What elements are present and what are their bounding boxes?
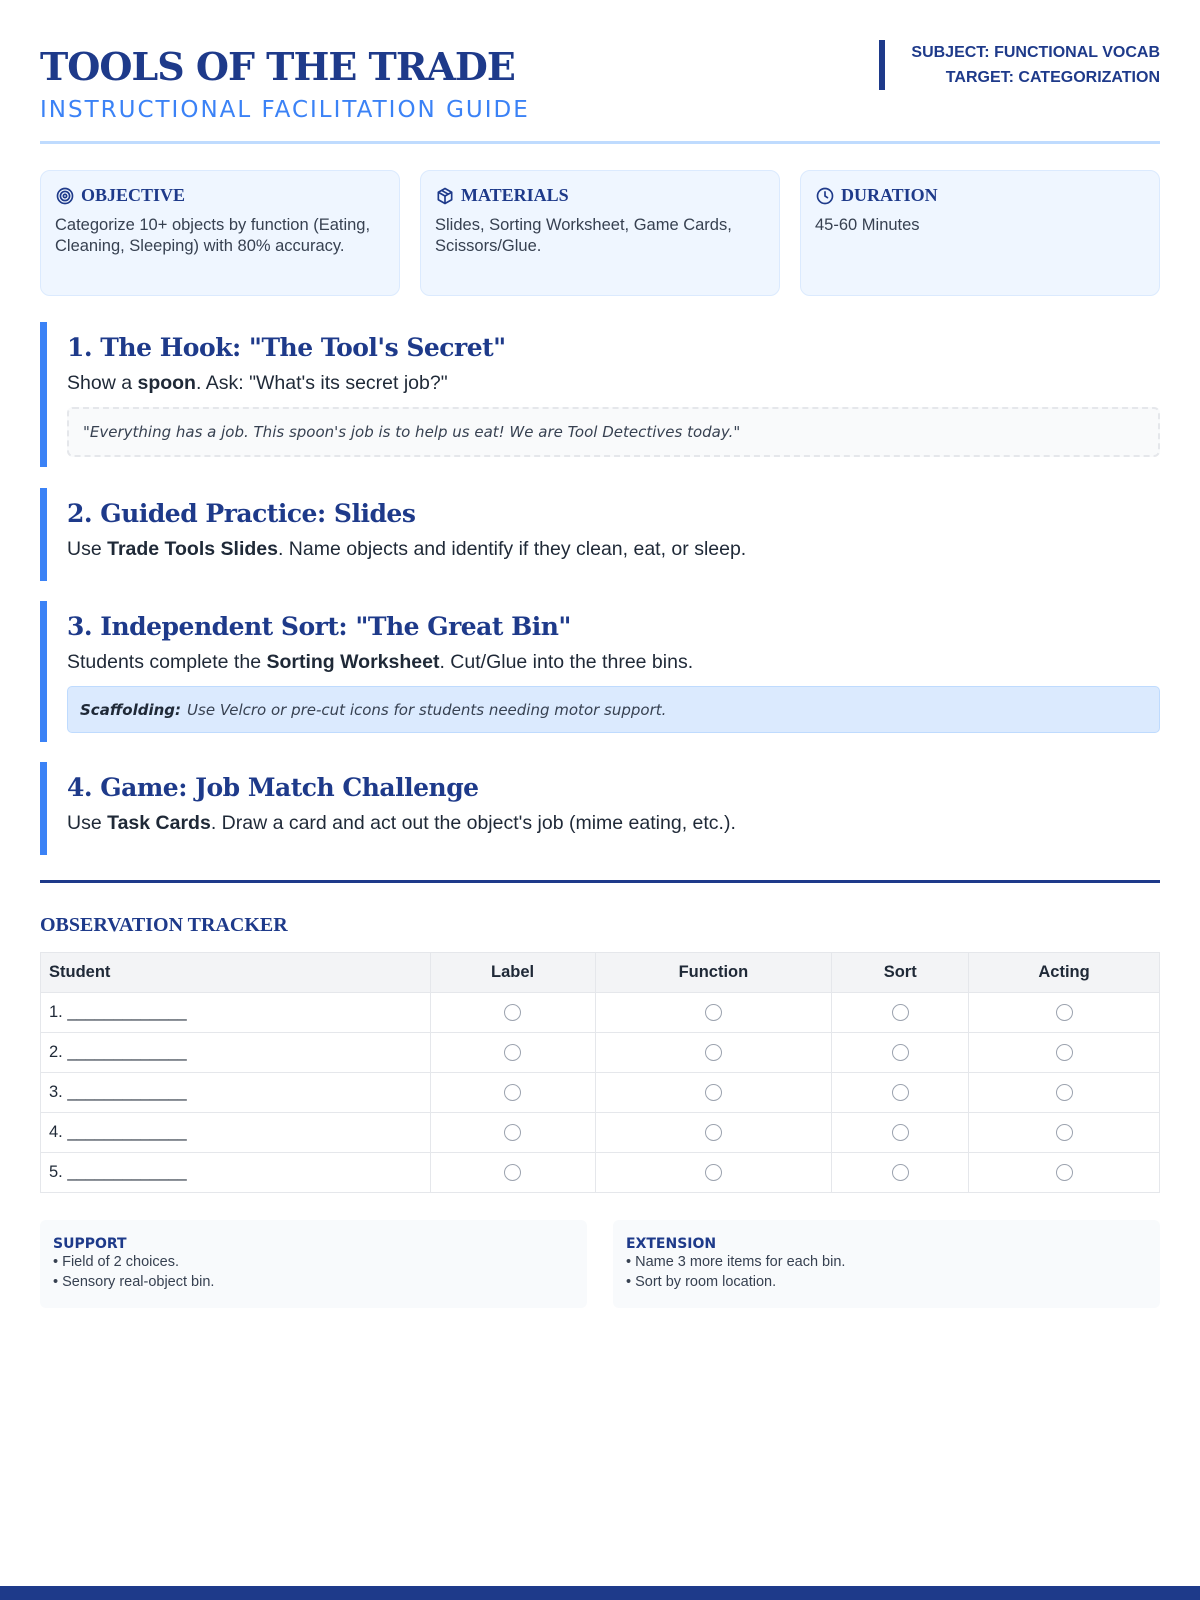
table-header-row	[41, 953, 1160, 993]
column-header-acting: Acting	[969, 953, 1160, 993]
tracker-title: OBSERVATION TRACKER	[40, 914, 288, 936]
scaffolding-text: Use Velcro or pre-cut icons for students needing motor support.	[187, 700, 667, 719]
function-cell	[595, 1073, 832, 1113]
clock-icon	[815, 186, 835, 206]
game-title: 4. Game: Job Match Challenge	[67, 773, 479, 802]
student-name-cell: 3. _____________	[41, 1073, 431, 1113]
function-cell	[595, 1153, 832, 1193]
section-independent-sort	[40, 601, 1160, 742]
target-icon	[55, 186, 75, 206]
section-hook	[40, 322, 1160, 467]
objective-heading	[55, 185, 385, 206]
sort-cell	[832, 993, 969, 1033]
hook-text	[67, 372, 1160, 395]
table-row	[41, 1073, 1160, 1113]
checkbox-circle[interactable]	[1056, 1164, 1073, 1181]
label-cell	[430, 1073, 595, 1113]
target-label: TARGET: CATEGORIZATION	[945, 69, 1160, 86]
hook-quote: "Everything has a job. This spoon's job is to help us eat! We are Tool Detectives today."	[67, 407, 1160, 457]
table-row	[41, 1113, 1160, 1153]
acting-cell	[969, 1113, 1160, 1153]
table-row	[41, 993, 1160, 1033]
checkbox-circle[interactable]	[892, 1044, 909, 1061]
guided-text-pre: Use	[67, 538, 108, 560]
objective-text: Categorize 10+ objects by function (Eating, Cleaning, Sleeping) with 80% accuracy.	[55, 216, 371, 255]
sort-cell	[832, 1153, 969, 1193]
hook-text-post: . Ask: "What's its secret job?"	[195, 372, 448, 394]
student-name-cell: 1. _____________	[41, 993, 431, 1033]
label-cell	[430, 993, 595, 1033]
checkbox-circle[interactable]	[705, 1004, 722, 1021]
checkbox-circle[interactable]	[1056, 1084, 1073, 1101]
table-row	[41, 1033, 1160, 1073]
lesson-meta	[879, 40, 1160, 90]
checkbox-circle[interactable]	[504, 1084, 521, 1101]
guided-text-bold: Trade Tools Slides	[107, 538, 278, 560]
page-header	[40, 0, 1160, 144]
scaffolding-label: Scaffolding:	[80, 700, 182, 719]
checkbox-circle[interactable]	[705, 1044, 722, 1061]
materials-card	[420, 170, 780, 296]
page-subtitle: INSTRUCTIONAL FACILITATION GUIDE	[40, 97, 530, 123]
section-guided-practice	[40, 488, 1160, 581]
function-cell	[595, 1113, 832, 1153]
page-title: TOOLS OF THE TRADE	[40, 44, 515, 89]
duration-card	[800, 170, 1160, 296]
label-cell	[430, 1153, 595, 1193]
game-text	[67, 812, 1160, 835]
materials-text: Slides, Sorting Worksheet, Game Cards, Scissors/Glue.	[435, 216, 732, 255]
guided-text-post: . Name objects and identify if they clean, eat, or sleep.	[277, 538, 747, 560]
materials-heading	[435, 185, 765, 206]
observation-table	[40, 952, 1160, 1193]
checkbox-circle[interactable]	[892, 1084, 909, 1101]
guided-title: 2. Guided Practice: Slides	[67, 499, 416, 528]
hook-title: 1. The Hook: "The Tool's Secret"	[67, 333, 506, 362]
sort-text-post: . Cut/Glue into the three bins.	[439, 651, 694, 673]
info-cards	[40, 170, 1160, 296]
extension-item: • Sort by room location.	[626, 1274, 777, 1290]
support-item: • Field of 2 choices.	[53, 1254, 179, 1270]
materials-title: MATERIALS	[461, 185, 569, 205]
checkbox-circle[interactable]	[705, 1164, 722, 1181]
checkbox-circle[interactable]	[705, 1084, 722, 1101]
extension-box	[613, 1220, 1160, 1308]
game-text-pre: Use	[67, 812, 108, 834]
footer-bar	[0, 1586, 1200, 1600]
label-cell	[430, 1033, 595, 1073]
column-header-sort: Sort	[832, 953, 969, 993]
sort-title: 3. Independent Sort: "The Great Bin"	[67, 612, 571, 641]
objective-title: OBJECTIVE	[81, 185, 186, 205]
box-icon	[435, 186, 455, 206]
acting-cell	[969, 1073, 1160, 1113]
function-cell	[595, 1033, 832, 1073]
checkbox-circle[interactable]	[1056, 1124, 1073, 1141]
objective-card	[40, 170, 400, 296]
column-header-label: Label	[430, 953, 595, 993]
checkbox-circle[interactable]	[1056, 1044, 1073, 1061]
hook-text-pre: Show a	[67, 372, 138, 394]
subject-label: SUBJECT: FUNCTIONAL VOCAB	[911, 44, 1160, 61]
checkbox-circle[interactable]	[1056, 1004, 1073, 1021]
checkbox-circle[interactable]	[705, 1124, 722, 1141]
support-item: • Sensory real-object bin.	[53, 1274, 215, 1290]
checkbox-circle[interactable]	[504, 1004, 521, 1021]
acting-cell	[969, 993, 1160, 1033]
checkbox-circle[interactable]	[892, 1004, 909, 1021]
student-name-cell: 4. _____________	[41, 1113, 431, 1153]
table-row	[41, 1153, 1160, 1193]
section-divider	[40, 880, 1160, 883]
checkbox-circle[interactable]	[892, 1164, 909, 1181]
column-header-function: Function	[595, 953, 832, 993]
hook-text-bold: spoon	[137, 372, 196, 394]
guided-text	[67, 538, 1160, 561]
checkbox-circle[interactable]	[504, 1044, 521, 1061]
checkbox-circle[interactable]	[504, 1164, 521, 1181]
duration-title: DURATION	[841, 185, 938, 205]
acting-cell	[969, 1153, 1160, 1193]
support-title: SUPPORT	[53, 1236, 127, 1252]
checkbox-circle[interactable]	[892, 1124, 909, 1141]
section-game	[40, 762, 1160, 855]
scaffolding-note	[67, 686, 1160, 733]
sort-cell	[832, 1073, 969, 1113]
acting-cell	[969, 1033, 1160, 1073]
game-text-bold: Task Cards	[107, 812, 211, 834]
sort-text-pre: Students complete the	[67, 651, 267, 673]
checkbox-circle[interactable]	[504, 1124, 521, 1141]
column-header-student: Student	[41, 953, 431, 993]
sort-text-bold: Sorting Worksheet	[266, 651, 440, 673]
extension-title: EXTENSION	[626, 1236, 717, 1252]
sort-cell	[832, 1113, 969, 1153]
guide-page	[40, 0, 1160, 1290]
student-name-cell: 2. _____________	[41, 1033, 431, 1073]
support-box	[40, 1220, 587, 1308]
duration-heading	[815, 185, 1145, 206]
sort-text	[67, 651, 1160, 674]
sort-cell	[832, 1033, 969, 1073]
function-cell	[595, 993, 832, 1033]
student-name-cell: 5. _____________	[41, 1153, 431, 1193]
duration-text: 45-60 Minutes	[815, 216, 920, 234]
game-text-post: . Draw a card and act out the object's job (mime eating, etc.).	[210, 812, 736, 834]
label-cell	[430, 1113, 595, 1153]
extension-item: • Name 3 more items for each bin.	[626, 1254, 846, 1270]
